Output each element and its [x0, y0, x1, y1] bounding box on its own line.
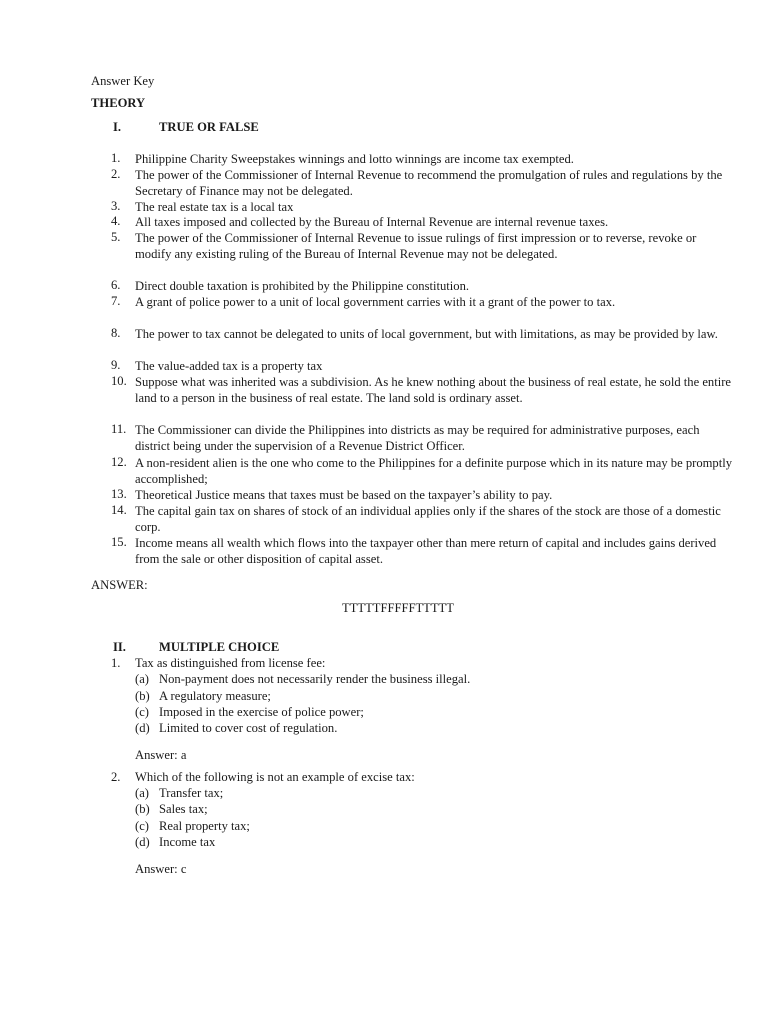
option-text: Income tax — [159, 835, 216, 849]
answer-value: TTTTTFFFFFTTTTT — [342, 601, 454, 615]
item-text: The Commissioner can divide the Philippines into districts as may be required for administrative purposes, each district being under the supervision of a Revenue District Officer. — [135, 423, 700, 454]
item-number: 5. — [111, 230, 121, 244]
question-answer: Answer: c — [135, 862, 187, 876]
option-text: Non-payment does not necessarily render the business illegal. — [159, 672, 471, 686]
option-text: Sales tax; — [159, 802, 208, 816]
item-text: The value-added tax is a property tax — [135, 359, 323, 373]
question-number: 1. — [111, 656, 121, 670]
item-text: The real estate tax is a local tax — [135, 200, 294, 214]
item-number: 1. — [111, 151, 121, 165]
item-text: The power to tax cannot be delegated to units of local government, but with limitations, as may be provided by law. — [135, 327, 718, 341]
question-text: Which of the following is not an example of excise tax: — [135, 770, 415, 784]
item-text: The capital gain tax on shares of stock of an individual applies only if the shares of the stock are those of a domestic corp. — [135, 504, 721, 535]
item-number: 13. — [111, 487, 127, 501]
section1-title: TRUE OR FALSE — [159, 120, 259, 134]
item-text: Direct double taxation is prohibited by the Philippine constitution. — [135, 279, 470, 293]
item-number: 6. — [111, 278, 121, 292]
item-text: A non-resident alien is the one who come to the Philippines for a definite purpose which in its nature may be promptly accomplished; — [135, 456, 733, 487]
option-label: (d) — [135, 835, 150, 849]
item-text: The power of the Commissioner of Internal Revenue to recommend the promulgation of rules and regulations by the Secretary of Finance may not be delegated. — [135, 168, 723, 199]
item-text: Philippine Charity Sweepstakes winnings and lotto winnings are income tax exempted. — [135, 152, 574, 166]
item-number: 7. — [111, 294, 121, 308]
item-text: A grant of police power to a unit of local government carries with it a grant of the power to tax. — [135, 295, 616, 309]
option-text: Imposed in the exercise of police power; — [159, 705, 364, 719]
item-number: 10. — [111, 374, 127, 388]
item-number: 2. — [111, 167, 121, 181]
item-text: Suppose what was inherited was a subdivision. As he knew nothing about the business of real estate, he sold the entire land to a person in the business of real estate. The land sold is ordinary asset. — [135, 375, 731, 406]
section2-numeral: II. — [113, 640, 126, 654]
item-number: 12. — [111, 455, 127, 469]
question-number: 2. — [111, 770, 121, 784]
item-text: All taxes imposed and collected by the Bureau of Internal Revenue are internal revenue taxes. — [135, 215, 609, 229]
question-answer: Answer: a — [135, 748, 187, 762]
option-label: (b) — [135, 689, 150, 703]
item-number: 8. — [111, 326, 121, 340]
question-text: Tax as distinguished from license fee: — [135, 656, 326, 670]
answer-label: ANSWER: — [91, 578, 148, 592]
item-number: 9. — [111, 358, 121, 372]
item-text: Income means all wealth which flows into the taxpayer other than mere return of capital and includes gains derived from the sale or other disposition of capital asset. — [135, 536, 717, 567]
item-text: The power of the Commissioner of Internal Revenue to issue rulings of first impression or to reverse, revoke or modify any existing ruling of the Bureau of Internal Revenue may not be delegated. — [135, 231, 697, 262]
option-text: Real property tax; — [159, 819, 250, 833]
item-number: 4. — [111, 214, 121, 228]
option-label: (c) — [135, 705, 149, 719]
item-text: Theoretical Justice means that taxes must be based on the taxpayer’s ability to pay. — [135, 488, 553, 502]
option-label: (a) — [135, 786, 149, 800]
option-label: (c) — [135, 819, 149, 833]
answer-key-heading: Answer Key — [91, 74, 155, 88]
item-number: 11. — [111, 422, 127, 436]
section1-numeral: I. — [113, 120, 122, 134]
option-text: Limited to cover cost of regulation. — [159, 721, 338, 735]
option-text: A regulatory measure; — [159, 689, 271, 703]
theory-heading: THEORY — [91, 96, 146, 110]
section2-title: MULTIPLE CHOICE — [159, 640, 280, 654]
item-number: 14. — [111, 503, 127, 517]
item-number: 15. — [111, 535, 127, 549]
option-label: (a) — [135, 672, 149, 686]
option-text: Transfer tax; — [159, 786, 224, 800]
option-label: (d) — [135, 721, 150, 735]
option-label: (b) — [135, 802, 150, 816]
item-number: 3. — [111, 199, 121, 213]
